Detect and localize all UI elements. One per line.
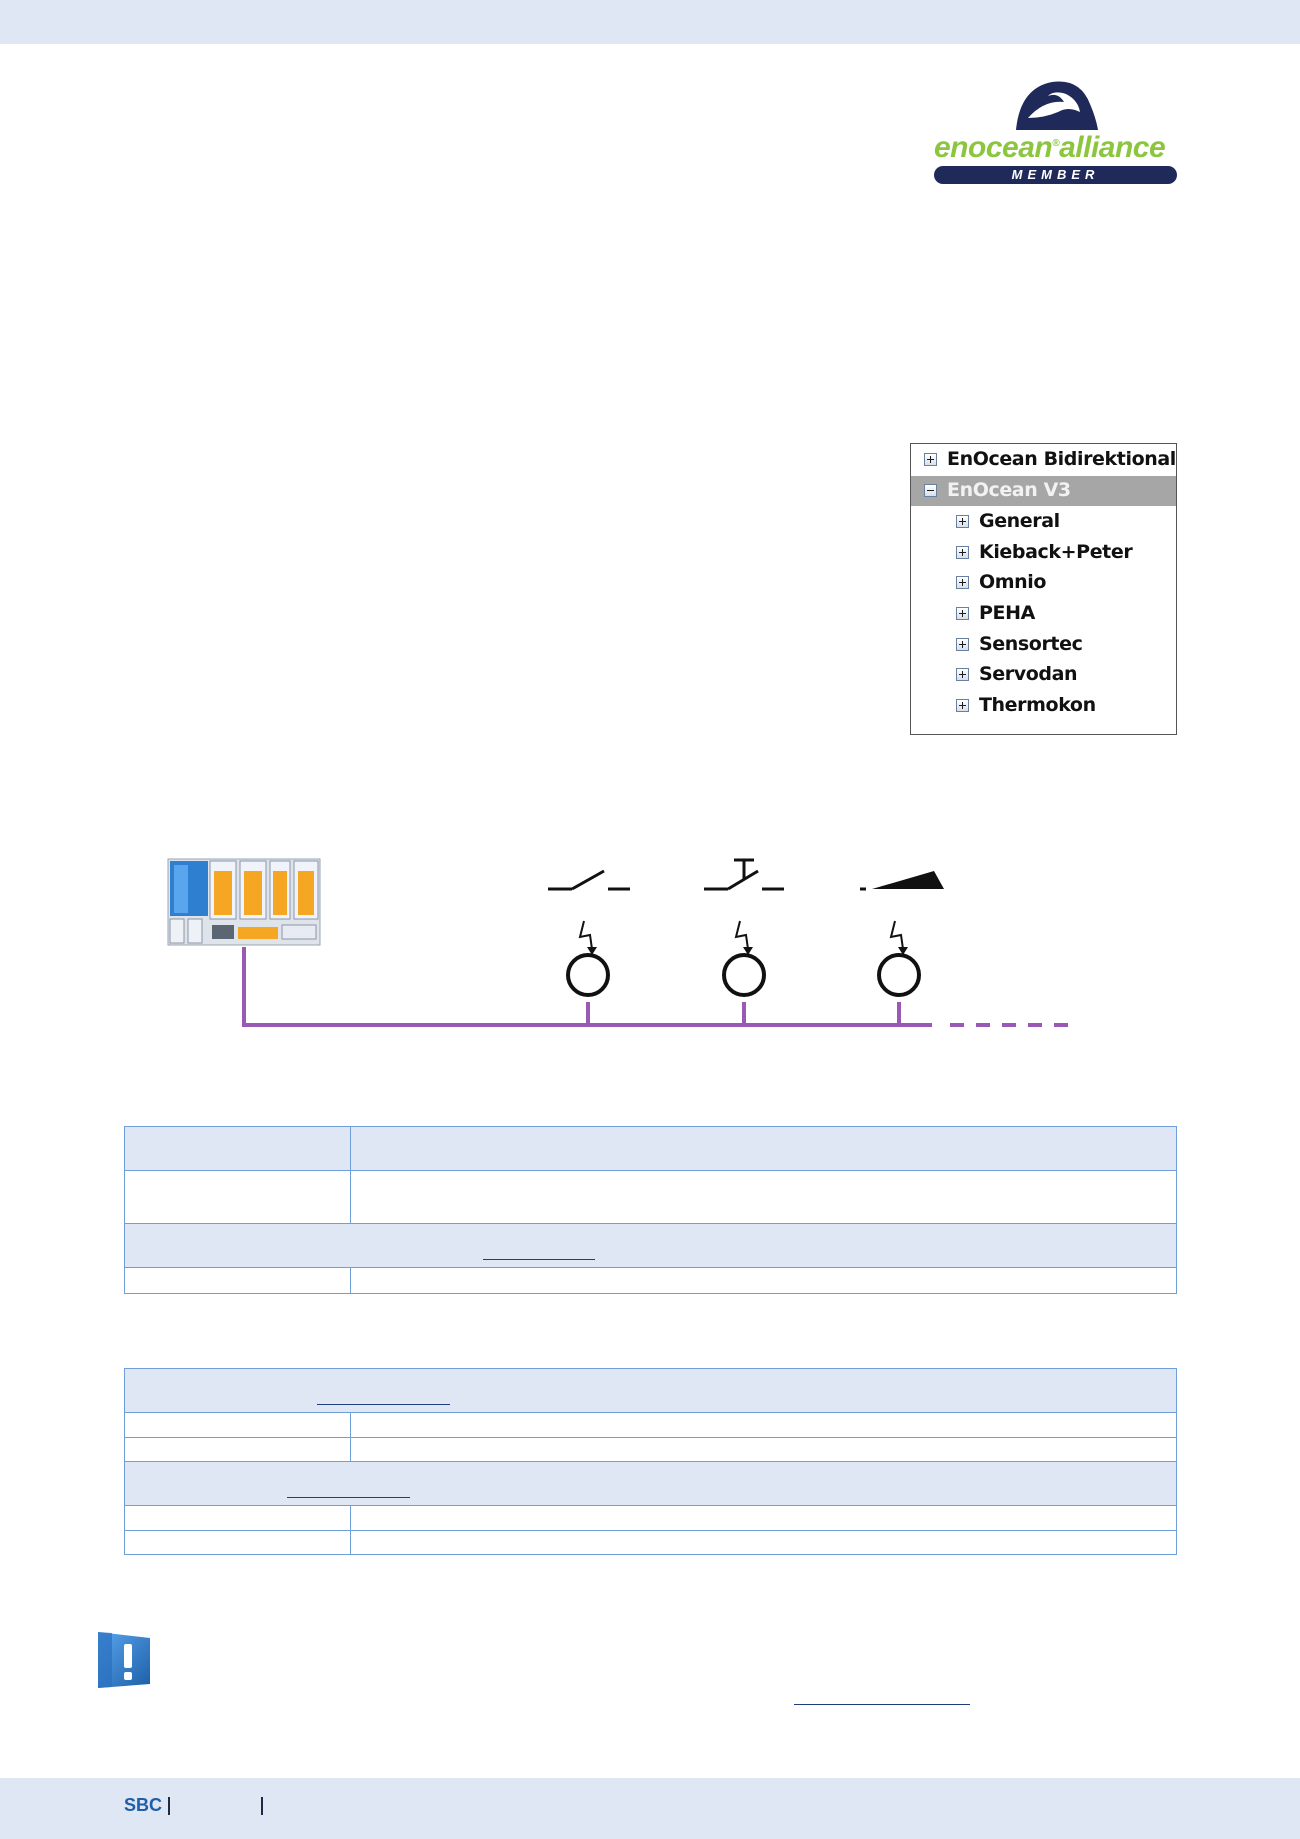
- footer-separator: [168, 1797, 170, 1815]
- expand-plus-icon[interactable]: [956, 699, 969, 712]
- table-section-row: [125, 1462, 1176, 1506]
- tree-item-label: Servodan: [979, 663, 1078, 685]
- expand-plus-icon[interactable]: [956, 515, 969, 528]
- column-divider: [350, 1127, 351, 1170]
- logo-wordmark-alliance: alliance: [1059, 131, 1166, 164]
- device-tree[interactable]: [910, 443, 1177, 735]
- expand-plus-icon[interactable]: [956, 607, 969, 620]
- logo-wordmark: [934, 131, 1165, 165]
- exclamation-icon: [94, 1628, 154, 1688]
- tree-item-general[interactable]: [911, 507, 1176, 537]
- table-row: [125, 1438, 1176, 1462]
- tree-item-label: Sensortec: [979, 633, 1083, 655]
- tree-item-label: Thermokon: [979, 694, 1096, 716]
- table-section-row: [125, 1369, 1176, 1413]
- tree-item-label: PEHA: [979, 602, 1035, 624]
- collapse-minus-icon[interactable]: [924, 484, 937, 497]
- bus-line: [242, 947, 1075, 1025]
- logo-registered: ®: [1052, 138, 1060, 149]
- tree-item-label: General: [979, 510, 1060, 532]
- tree-item-label: EnOcean V3: [947, 479, 1071, 501]
- footer-brand: SBC: [124, 1795, 163, 1815]
- table-header-row: [125, 1127, 1176, 1171]
- tree-item-enocean-v3[interactable]: [911, 476, 1176, 506]
- tree-item-omnio[interactable]: [911, 568, 1176, 598]
- table-row: [125, 1413, 1176, 1438]
- tree-item-thermokon[interactable]: [911, 691, 1176, 721]
- expand-plus-icon[interactable]: [924, 453, 937, 466]
- radio-link-icon: [580, 921, 903, 949]
- table-row: [125, 1268, 1176, 1293]
- column-divider: [350, 1531, 351, 1555]
- tree-item-enocean-bidirektional[interactable]: [911, 445, 1176, 475]
- plc-controller-icon: [168, 859, 320, 945]
- spec-table-2: [124, 1368, 1177, 1555]
- column-divider: [350, 1268, 351, 1293]
- table-link[interactable]: [483, 1259, 595, 1260]
- column-divider: [350, 1438, 351, 1461]
- header-band: [0, 0, 1300, 44]
- logo-member-label: MEMBER: [1011, 167, 1100, 182]
- column-divider: [350, 1171, 351, 1223]
- spec-table-1: [124, 1126, 1177, 1294]
- table-row: [125, 1506, 1176, 1531]
- tree-item-label: Omnio: [979, 571, 1047, 593]
- logo-wordmark-enocean: enocean: [934, 131, 1053, 164]
- column-divider: [350, 1506, 351, 1530]
- table-section-row: [125, 1224, 1176, 1268]
- switch-symbol: [548, 871, 630, 889]
- column-divider: [350, 1413, 351, 1437]
- tree-item-label: EnOcean Bidirektional: [947, 448, 1176, 470]
- enocean-bus-diagram: [160, 855, 1100, 1035]
- tree-item-label: Kieback+Peter: [979, 541, 1133, 563]
- table-link[interactable]: [317, 1404, 450, 1405]
- tree-item-peha[interactable]: [911, 599, 1176, 629]
- node-circle-icon: [568, 955, 919, 995]
- table-row: [125, 1171, 1176, 1224]
- expand-plus-icon[interactable]: [956, 546, 969, 559]
- expand-plus-icon[interactable]: [956, 576, 969, 589]
- expand-plus-icon[interactable]: [956, 638, 969, 651]
- tree-item-servodan[interactable]: [911, 660, 1176, 690]
- table-link[interactable]: [287, 1497, 410, 1498]
- sensor-ramp-symbol: [860, 871, 944, 889]
- expand-plus-icon[interactable]: [956, 668, 969, 681]
- pushbutton-symbol: [704, 860, 784, 889]
- tree-item-kieback-peter[interactable]: [911, 538, 1176, 568]
- note-link[interactable]: [794, 1704, 970, 1705]
- footer-band: [0, 1778, 1300, 1839]
- tree-item-sensortec[interactable]: [911, 630, 1176, 660]
- table-row: [125, 1531, 1176, 1555]
- footer-separator: [261, 1797, 263, 1815]
